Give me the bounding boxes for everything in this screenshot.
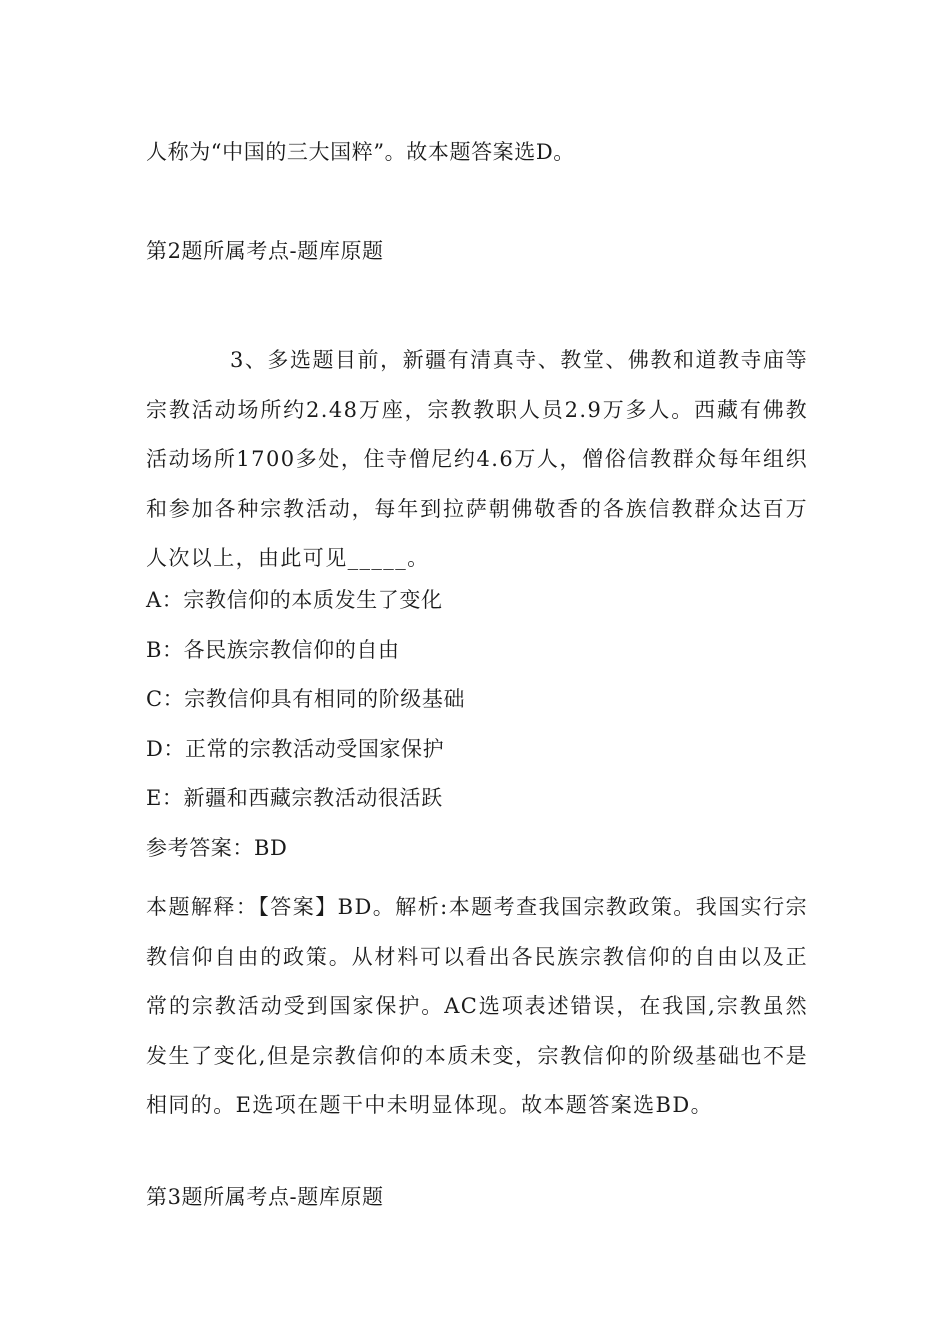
option-c: C：宗教信仰具有相同的阶级基础	[146, 687, 466, 711]
answer-explanation: 本题解释：【答案】BD。解析:本题考查我国宗教政策。我国实行宗教信仰自由的政策。从材料可以看出各民族宗教信仰的自由以及正常的宗教活动受到国家保护。AC选项表述错误，在我国,宗教虽然发生了变化,但是宗教信仰的本质未变，宗教信仰的阶级基础也不是相同的。E选项在题干中未明显体现。故本题答案选BD。	[146, 895, 808, 1117]
option-b: B：各民族宗教信仰的自由	[146, 638, 400, 662]
option-a: A：宗教信仰的本质发生了变化	[146, 588, 443, 612]
previous-answer-conclusion: 人称为“中国的三大国粹”。故本题答案选D。	[146, 140, 575, 164]
option-e: E：新疆和西藏宗教活动很活跃	[146, 786, 443, 810]
option-d: D：正常的宗教活动受国家保护	[146, 737, 445, 761]
reference-answer: 参考答案：BD	[146, 836, 288, 860]
question-3-topic: 第3题所属考点-题库原题	[146, 1185, 384, 1209]
question-2-topic: 第2题所属考点-题库原题	[146, 239, 384, 263]
question-3-stem: 3、多选题目前，新疆有清真寺、教堂、佛教和道教寺庙等宗教活动场所约2.48万座，宗教教职人员2.9万多人。西藏有佛教活动场所1700多处，住寺僧尼约4.6万人，僧俗信教群众每年组织和参加各种宗教活动，每年到拉萨朝佛敬香的各族信教群众达百万人次以上，由此可见_____。	[146, 348, 808, 570]
